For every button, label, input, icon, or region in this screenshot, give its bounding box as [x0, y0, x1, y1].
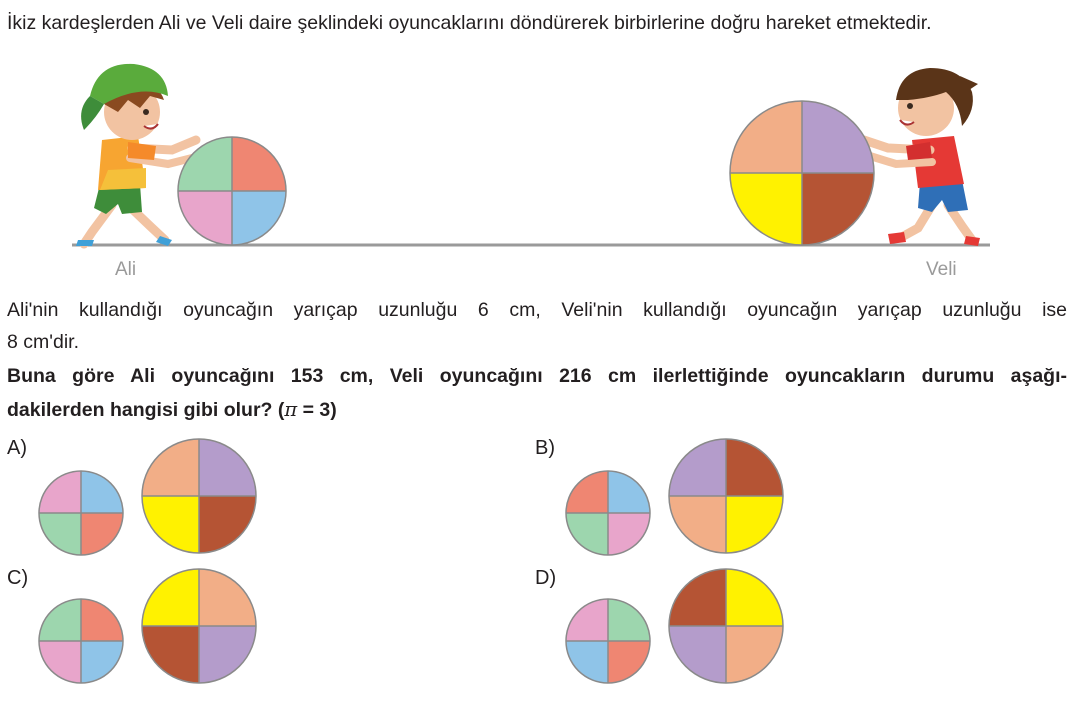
option-b-label[interactable]: B): [535, 437, 555, 459]
question-line-1: Buna göre Ali oyuncağını 153 cm, Veli oyuncağını 216 cm ilerlettiğinde oyuncakların durumu aşağı-: [7, 365, 1067, 387]
statement-line-1: Ali'nin kullandığı oyuncağın yarıçap uzunluğu 6 cm, Veli'nin kullandığı oyuncağın yarıçap uzunluğu ise: [7, 299, 1067, 321]
veli-label: Veli: [926, 259, 957, 280]
option-a-label[interactable]: A): [7, 437, 27, 459]
ali-figure: [76, 64, 196, 246]
question-line-2-start: dakilerden hangisi gibi olur? (: [7, 399, 285, 421]
veli-wheel: [730, 101, 874, 245]
statement-line-2: 8 cm'dir.: [7, 331, 79, 353]
option-c-label[interactable]: C): [7, 567, 29, 589]
question-line-2-end: = 3): [297, 399, 337, 421]
wheel-quadrant-top-left: [730, 101, 802, 173]
wheel-quadrant-top-right: [802, 101, 874, 173]
pi-symbol: π: [284, 398, 298, 421]
ali-wheel: [178, 137, 286, 245]
question-line-2: [7, 398, 337, 422]
ali-label: Ali: [115, 259, 137, 280]
option-d-label[interactable]: D): [535, 567, 557, 589]
intro-text: İkiz kardeşlerden Ali ve Veli daire şeklindeki oyuncaklarını döndürerek birbirlerine doğru hareket etmektedir.: [7, 12, 932, 34]
wheel-quadrant-bottom-right: [802, 173, 874, 245]
wheel-quadrant-bottom-left: [730, 173, 802, 245]
veli-figure: [864, 68, 980, 246]
